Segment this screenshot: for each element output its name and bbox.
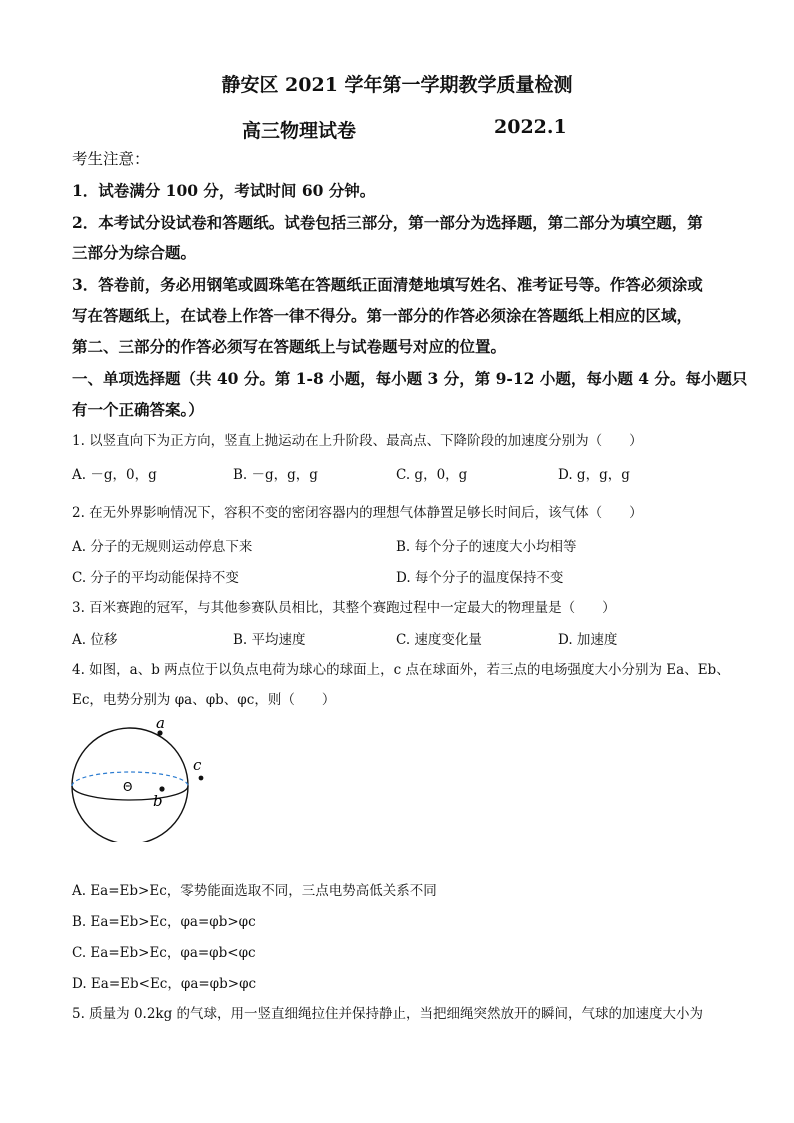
q3-option-b: B. 平均速度 [233, 632, 306, 648]
negative-charge-icon: Θ [123, 780, 133, 794]
q2-option-d: D. 每个分子的温度保持不变 [396, 570, 564, 586]
q1-option-c: C. g，0，g [396, 467, 468, 483]
question-4-stem-cont: Ec，电势分别为 φa、φb、φc，则（ ） [72, 692, 336, 708]
notice-item-1: 1．试卷满分 100 分，考试时间 60 分钟。 [72, 181, 376, 200]
q1-option-b: B. －g，g，g [233, 467, 318, 483]
label-b: b [153, 792, 163, 810]
q4-option-b: B. Ea=Eb>Ec，φa=φb>φc [72, 914, 256, 930]
question-5-stem: 5. 质量为 0.2kg 的气球，用一竖直细绳拉住并保持静止，当把细绳突然放开的瞬间，气球的加速度大小为 [72, 1006, 704, 1022]
q4-option-a: A. Ea=Eb>Ec，零势能面选取不同，三点电势高低关系不同 [72, 883, 437, 899]
exam-date: 2022.1 [494, 116, 567, 138]
section-heading: 一、单项选择题（共 40 分。第 1-8 小题，每小题 3 分，第 9-12 小题，每小题 4 分。每小题只 [72, 369, 748, 388]
point-c [199, 776, 204, 781]
sphere-figure [62, 712, 222, 842]
notice-heading: 考生注意： [72, 150, 150, 168]
question-3-stem: 3. 百米赛跑的冠军，与其他参赛队员相比，其整个赛跑过程中一定最大的物理量是（ ） [72, 600, 616, 616]
q4-option-d: D. Ea=Eb<Ec，φa=φb>φc [72, 976, 257, 992]
exam-title: 静安区 2021 学年第一学期教学质量检测 [221, 74, 573, 96]
section-heading-cont: 有一个正确答案。） [72, 400, 204, 419]
label-a: a [156, 714, 165, 732]
q1-option-d: D. g，g，g [558, 467, 630, 483]
subject-title: 高三物理试卷 [242, 120, 357, 142]
question-2-stem: 2. 在无外界影响情况下，容积不变的密闭容器内的理想气体静置足够长时间后，该气体（ ） [72, 505, 643, 521]
q2-option-c: C. 分子的平均动能保持不变 [72, 570, 239, 586]
q4-option-c: C. Ea=Eb>Ec，φa=φb<φc [72, 945, 256, 961]
exam-subtitle [242, 116, 567, 143]
notice-item-2: 2．本考试分设试卷和答题纸。试卷包括三部分，第一部分为选择题，第二部分为填空题，第 [72, 213, 703, 232]
sphere-diagram [62, 712, 222, 842]
q3-option-c: C. 速度变化量 [396, 632, 482, 648]
point-b [159, 786, 164, 791]
q3-option-a: A. 位移 [72, 632, 118, 648]
notice-item-3-cont2: 第二、三部分的作答必须写在答题纸上与试卷题号对应的位置。 [72, 337, 507, 356]
q3-option-d: D. 加速度 [558, 632, 618, 648]
question-4-stem: 4. 如图，a、b 两点位于以负点电荷为球心的球面上，c 点在球面外，若三点的电场强度大小分别为 Ea、Eb、 [72, 662, 730, 678]
q2-option-b: B. 每个分子的速度大小均相等 [396, 539, 577, 555]
label-c: c [193, 756, 202, 774]
notice-item-3-cont1: 写在答题纸上，在试卷上作答一律不得分。第一部分的作答必须涂在答题纸上相应的区域， [72, 306, 693, 325]
notice-item-3: 3．答卷前，务必用钢笔或圆珠笔在答题纸正面清楚地填写姓名、准考证号等。作答必须涂或 [72, 275, 703, 294]
q2-option-a: A. 分子的无规则运动停息下来 [72, 539, 253, 555]
question-1-stem: 1. 以竖直向下为正方向，竖直上抛运动在上升阶段、最高点、下降阶段的加速度分别为（ ） [72, 433, 643, 449]
notice-item-2-cont: 三部分为综合题。 [72, 243, 197, 262]
q1-option-a: A. －g，0，g [72, 467, 157, 483]
